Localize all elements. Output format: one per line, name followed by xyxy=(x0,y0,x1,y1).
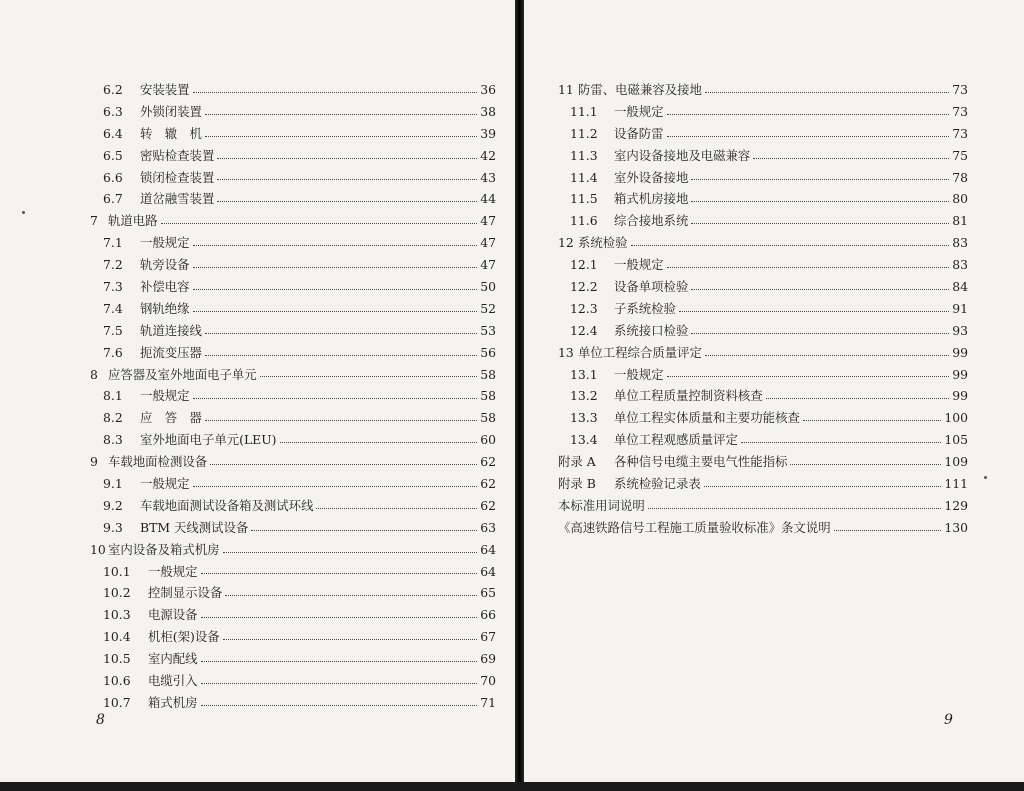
toc-section-number: 10.1 xyxy=(103,563,131,579)
toc-page-number: 80 xyxy=(952,191,968,207)
toc-section-number: 9.1 xyxy=(103,476,123,492)
toc-page-number: 129 xyxy=(944,497,968,513)
toc-page-number: 47 xyxy=(480,213,496,229)
toc-entry xyxy=(558,452,968,474)
dot-leader xyxy=(193,479,478,487)
toc-section-number: 13.2 xyxy=(570,388,598,404)
toc-section-number: 12.3 xyxy=(570,300,598,316)
dot-leader xyxy=(223,632,478,640)
dot-leader xyxy=(193,282,478,290)
toc-section-number: 7.3 xyxy=(103,279,123,295)
dot-leader xyxy=(667,129,950,137)
toc-section-title: 密贴检查装置 xyxy=(140,147,215,163)
dot-leader xyxy=(201,610,478,618)
toc-entry xyxy=(558,255,968,277)
toc-entry xyxy=(90,146,496,168)
toc-section-title: 子系统检验 xyxy=(614,300,676,316)
book-gutter xyxy=(515,0,524,791)
toc-section-number: 11.3 xyxy=(570,147,598,163)
toc-entry xyxy=(90,649,496,671)
dot-leader xyxy=(193,392,478,400)
toc-entry xyxy=(90,430,496,452)
dot-leader xyxy=(834,523,942,531)
toc-section-number: 6.6 xyxy=(103,169,123,185)
toc-section-number: 10.2 xyxy=(103,585,131,601)
toc-page-number: 60 xyxy=(480,432,496,448)
toc-section-number: 9.3 xyxy=(103,519,123,535)
toc-page-number: 99 xyxy=(952,388,968,404)
toc-section-number: 11 xyxy=(558,82,574,97)
toc-section-title: 室外设备接地 xyxy=(614,169,689,185)
toc-entry xyxy=(558,168,968,190)
toc-page-number: 100 xyxy=(944,410,968,426)
toc-entry xyxy=(90,693,496,715)
dot-leader xyxy=(193,85,478,93)
toc-section-number: 13.3 xyxy=(570,410,598,426)
dot-leader xyxy=(217,194,477,202)
scan-speck xyxy=(22,211,25,214)
toc-page-number: 39 xyxy=(480,125,496,141)
toc-section-title: 一般规定 xyxy=(614,257,664,273)
toc-page-number: 58 xyxy=(480,366,496,382)
toc-entry xyxy=(90,168,496,190)
toc-page-number: 73 xyxy=(952,82,968,97)
dot-leader xyxy=(648,501,942,509)
dot-leader xyxy=(691,194,949,202)
dot-leader xyxy=(691,173,949,181)
toc-page-number: 69 xyxy=(480,651,496,667)
toc-entry xyxy=(90,562,496,584)
toc-section-title: 电源设备 xyxy=(148,607,198,623)
dot-leader xyxy=(223,545,478,553)
toc-section-number: 12 xyxy=(558,235,574,251)
toc-entry xyxy=(90,583,496,605)
toc-page-number: 44 xyxy=(480,191,496,207)
toc-page-number: 99 xyxy=(952,344,968,360)
toc-page-number: 67 xyxy=(480,629,496,645)
dot-leader xyxy=(691,282,949,290)
toc-section-number: 7.4 xyxy=(103,300,123,316)
toc-section-number: 7 xyxy=(90,213,98,229)
dot-leader xyxy=(205,129,477,137)
toc-section-title: 安装装置 xyxy=(140,82,190,97)
scan-speck xyxy=(984,476,987,479)
dot-leader xyxy=(667,260,950,268)
toc-page-number: 84 xyxy=(952,279,968,295)
toc-section-title: 一般规定 xyxy=(614,366,664,382)
toc-page-number: 66 xyxy=(480,607,496,623)
toc-page-number: 78 xyxy=(952,169,968,185)
toc-page-number: 70 xyxy=(480,673,496,689)
toc-section-title: 车载地面测试设备箱及测试环线 xyxy=(140,497,314,513)
toc-section-title: 一般规定 xyxy=(140,235,190,251)
toc-section-title: 一般规定 xyxy=(140,388,190,404)
dot-leader xyxy=(193,238,478,246)
left-toc xyxy=(90,80,496,715)
toc-section-number: 8.3 xyxy=(103,432,123,448)
toc-section-title: 设备单项检验 xyxy=(614,279,689,295)
toc-page-number: 62 xyxy=(480,454,496,470)
toc-page-number: 62 xyxy=(480,497,496,513)
dot-leader xyxy=(193,260,478,268)
toc-section-number: 6.2 xyxy=(103,82,123,97)
toc-section-title: 一般规定 xyxy=(140,476,190,492)
toc-entry xyxy=(558,343,968,365)
toc-page-number: 105 xyxy=(944,432,968,448)
dot-leader xyxy=(667,370,950,378)
toc-section-number: 10 xyxy=(90,541,106,557)
toc-section-title: 补偿电容 xyxy=(140,279,190,295)
toc-section-number: 11.2 xyxy=(570,125,598,141)
toc-page-number: 58 xyxy=(480,410,496,426)
toc-section-title: 钢轨绝缘 xyxy=(140,300,190,316)
dot-leader xyxy=(193,304,478,312)
dot-leader xyxy=(280,435,478,443)
toc-section-title: 一般规定 xyxy=(148,563,198,579)
toc-page-number: 52 xyxy=(480,300,496,316)
toc-section-number: 附录 A xyxy=(558,454,596,470)
toc-section-number: 7.1 xyxy=(103,235,123,251)
toc-section-title: 控制显示设备 xyxy=(148,585,223,601)
dot-leader xyxy=(741,435,941,443)
toc-section-title: 道岔融雪装置 xyxy=(140,191,215,207)
dot-leader xyxy=(260,370,478,378)
toc-entry xyxy=(90,102,496,124)
toc-page-number: 109 xyxy=(944,454,968,470)
toc-entry xyxy=(90,605,496,627)
toc-section-title: 单位工程实体质量和主要功能核查 xyxy=(614,410,800,426)
toc-section-number: 12.1 xyxy=(570,257,598,273)
dot-leader xyxy=(225,589,477,597)
toc-section-number: 6.4 xyxy=(103,125,123,141)
toc-section-number: 10.3 xyxy=(103,607,131,623)
dot-leader xyxy=(803,413,941,421)
toc-entry xyxy=(558,496,968,518)
toc-section-number: 6.5 xyxy=(103,147,123,163)
toc-section-title: 箱式机房接地 xyxy=(614,191,689,207)
toc-entry xyxy=(558,518,968,540)
dot-leader xyxy=(201,676,478,684)
dot-leader xyxy=(217,173,477,181)
dot-leader xyxy=(679,304,949,312)
dot-leader xyxy=(766,392,950,400)
toc-entry xyxy=(90,299,496,321)
toc-entry xyxy=(558,408,968,430)
toc-section-number: 12.4 xyxy=(570,322,598,338)
toc-section-number: 8.2 xyxy=(103,410,123,426)
toc-section-title: 轨道连接线 xyxy=(140,322,202,338)
toc-page-number: 83 xyxy=(952,257,968,273)
toc-section-number: 9.2 xyxy=(103,497,123,513)
toc-section-title: 外锁闭装置 xyxy=(140,103,202,119)
toc-entry xyxy=(558,277,968,299)
toc-entry xyxy=(558,211,968,233)
dot-leader xyxy=(631,238,950,246)
toc-page-number: 53 xyxy=(480,322,496,338)
toc-section-title: 单位工程观感质量评定 xyxy=(614,432,738,448)
toc-section-number: 13.4 xyxy=(570,432,598,448)
toc-entry xyxy=(90,124,496,146)
toc-entry xyxy=(90,386,496,408)
toc-section-title: 轨道电路 xyxy=(108,213,158,229)
toc-section-number: 11.6 xyxy=(570,213,598,229)
toc-section-title: 机柜(架)设备 xyxy=(148,629,220,645)
toc-page-number: 81 xyxy=(952,213,968,229)
toc-entry xyxy=(90,211,496,233)
toc-section-title: 各种信号电缆主要电气性能指标 xyxy=(614,454,788,470)
dot-leader xyxy=(691,216,949,224)
left-page xyxy=(0,0,515,782)
toc-section-number: 11.1 xyxy=(570,103,598,119)
toc-entry xyxy=(558,80,968,102)
toc-page-number: 43 xyxy=(480,169,496,185)
dot-leader xyxy=(201,567,478,575)
toc-entry xyxy=(558,430,968,452)
toc-page-number: 73 xyxy=(952,103,968,119)
toc-section-title: 综合接地系统 xyxy=(614,213,689,229)
toc-section-title: 锁闭检查装置 xyxy=(140,169,215,185)
toc-section-title: 系统检验 xyxy=(578,235,628,251)
toc-section-title: 箱式机房 xyxy=(148,694,198,710)
toc-section-number: 13 xyxy=(558,344,574,360)
toc-entry xyxy=(558,386,968,408)
toc-section-number: 7.6 xyxy=(103,344,123,360)
toc-entry xyxy=(90,80,496,102)
toc-entry xyxy=(90,321,496,343)
toc-section-title: 一般规定 xyxy=(614,103,664,119)
toc-entry xyxy=(558,233,968,255)
toc-page-number: 56 xyxy=(480,344,496,360)
dot-leader xyxy=(705,85,949,93)
dot-leader xyxy=(790,457,941,465)
right-page-number: 9 xyxy=(944,712,953,728)
toc-section-title: 防雷、电磁兼容及接地 xyxy=(578,82,702,97)
right-toc xyxy=(558,80,968,540)
toc-entry xyxy=(90,277,496,299)
toc-section-number: 12.2 xyxy=(570,279,598,295)
toc-section-title: 车载地面检测设备 xyxy=(108,454,208,470)
toc-entry xyxy=(90,518,496,540)
toc-entry xyxy=(90,540,496,562)
toc-section-number: 11.5 xyxy=(570,191,598,207)
toc-section-number: 6.3 xyxy=(103,103,123,119)
toc-section-title: 室内设备接地及电磁兼容 xyxy=(614,147,751,163)
toc-section-title: BTM 天线测试设备 xyxy=(140,519,249,535)
toc-section-title: 应答器及室外地面电子单元 xyxy=(108,366,257,382)
toc-section-number: 附录 B xyxy=(558,476,596,492)
toc-entry xyxy=(90,189,496,211)
dot-leader xyxy=(704,479,942,487)
toc-section-title: 室内配线 xyxy=(148,651,198,667)
toc-section-title: 轨旁设备 xyxy=(140,257,190,273)
toc-entry xyxy=(558,146,968,168)
toc-section-number: 10.7 xyxy=(103,694,131,710)
toc-page-number: 99 xyxy=(952,366,968,382)
toc-page-number: 63 xyxy=(480,519,496,535)
toc-entry xyxy=(90,627,496,649)
toc-entry xyxy=(90,343,496,365)
toc-entry xyxy=(558,124,968,146)
toc-entry xyxy=(90,255,496,277)
toc-page-number: 64 xyxy=(480,541,496,557)
toc-section-number: 8.1 xyxy=(103,388,123,404)
toc-entry xyxy=(558,474,968,496)
dot-leader xyxy=(161,216,478,224)
toc-page-number: 42 xyxy=(480,147,496,163)
toc-section-title: 《高速铁路信号工程施工质量验收标准》条文说明 xyxy=(558,519,831,535)
toc-entry xyxy=(558,189,968,211)
dot-leader xyxy=(205,348,477,356)
toc-page-number: 73 xyxy=(952,125,968,141)
toc-section-title: 转 辙 机 xyxy=(140,125,202,141)
dot-leader xyxy=(667,107,950,115)
toc-entry xyxy=(90,233,496,255)
toc-page-number: 64 xyxy=(480,563,496,579)
dot-leader xyxy=(705,348,949,356)
toc-section-number: 6.7 xyxy=(103,191,123,207)
toc-page-number: 36 xyxy=(480,82,496,97)
toc-entry xyxy=(90,496,496,518)
dot-leader xyxy=(201,654,478,662)
toc-page-number: 130 xyxy=(944,519,968,535)
toc-section-number: 9 xyxy=(90,454,98,470)
toc-page-number: 62 xyxy=(480,476,496,492)
toc-page-number: 47 xyxy=(480,235,496,251)
toc-section-title: 扼流变压器 xyxy=(140,344,202,360)
toc-entry xyxy=(558,365,968,387)
toc-section-number: 10.6 xyxy=(103,673,131,689)
dot-leader xyxy=(753,151,949,159)
toc-page-number: 47 xyxy=(480,257,496,273)
toc-entry xyxy=(90,474,496,496)
toc-section-number: 7.2 xyxy=(103,257,123,273)
toc-page-number: 75 xyxy=(952,147,968,163)
toc-page-number: 71 xyxy=(480,694,496,710)
toc-section-number: 10.4 xyxy=(103,629,131,645)
right-page xyxy=(524,0,1024,782)
dot-leader xyxy=(205,413,477,421)
toc-section-title: 设备防雷 xyxy=(614,125,664,141)
toc-page-number: 50 xyxy=(480,279,496,295)
toc-section-title: 系统检验记录表 xyxy=(614,476,701,492)
toc-page-number: 93 xyxy=(952,322,968,338)
dot-leader xyxy=(205,326,477,334)
toc-entry xyxy=(90,365,496,387)
dot-leader xyxy=(316,501,477,509)
toc-section-number: 10.5 xyxy=(103,651,131,667)
toc-entry xyxy=(558,299,968,321)
toc-entry xyxy=(90,671,496,693)
dot-leader xyxy=(217,151,477,159)
toc-page-number: 65 xyxy=(480,585,496,601)
dot-leader xyxy=(691,326,949,334)
toc-entry xyxy=(90,408,496,430)
dot-leader xyxy=(210,457,477,465)
toc-page-number: 111 xyxy=(944,476,968,492)
toc-page-number: 38 xyxy=(480,103,496,119)
scan-bottom-edge xyxy=(0,782,1024,791)
toc-section-title: 电缆引入 xyxy=(148,673,198,689)
toc-section-title: 应 答 器 xyxy=(140,410,202,426)
toc-entry xyxy=(558,102,968,124)
toc-section-title: 单位工程质量控制资料核查 xyxy=(614,388,763,404)
left-page-number: 8 xyxy=(96,712,105,728)
toc-page-number: 58 xyxy=(480,388,496,404)
toc-section-number: 8 xyxy=(90,366,98,382)
toc-page-number: 91 xyxy=(952,300,968,316)
toc-entry xyxy=(558,321,968,343)
toc-section-number: 13.1 xyxy=(570,366,598,382)
toc-page-number: 83 xyxy=(952,235,968,251)
dot-leader xyxy=(201,698,478,706)
toc-section-number: 7.5 xyxy=(103,322,123,338)
toc-entry xyxy=(90,452,496,474)
toc-section-title: 单位工程综合质量评定 xyxy=(578,344,702,360)
toc-section-title: 系统接口检验 xyxy=(614,322,689,338)
toc-section-number: 11.4 xyxy=(570,169,598,185)
toc-section-title: 室外地面电子单元(LEU) xyxy=(140,432,277,448)
toc-section-title: 本标准用词说明 xyxy=(558,497,645,513)
dot-leader xyxy=(205,107,477,115)
dot-leader xyxy=(251,523,477,531)
toc-section-title: 室内设备及箱式机房 xyxy=(108,541,220,557)
